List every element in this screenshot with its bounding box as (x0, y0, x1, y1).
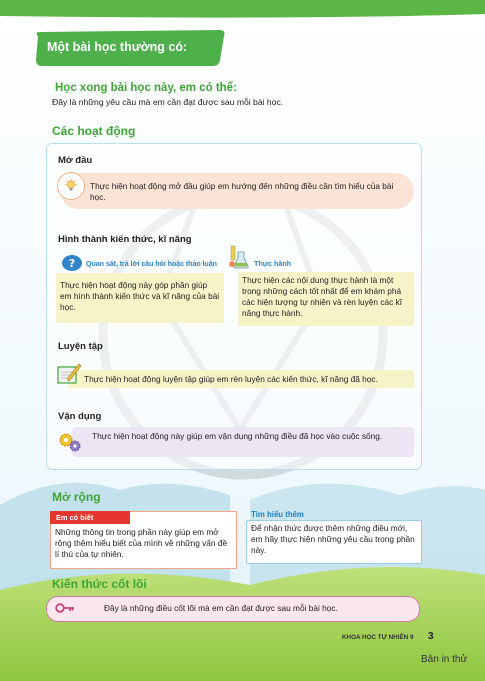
core-title: Kiến thức cốt lõi (52, 577, 147, 591)
observe-label: Quan sát, trả lời câu hỏi hoặc thảo luận (86, 259, 217, 268)
draft-watermark-label: Bản in thử (421, 654, 468, 665)
apply-text: Thực hiện hoạt động này giúp em vận dụng những điều đã học vào cuộc sống. (92, 431, 383, 441)
header-title: Một bài học thường có: (47, 40, 188, 54)
notebook-pencil-icon (55, 361, 83, 387)
intro-title: Học xong bài học này, em có thể: (55, 82, 237, 94)
page-number: 3 (428, 631, 434, 642)
knowledge-title: Hình thành kiến thức, kĩ năng (58, 234, 192, 245)
did-you-know-text: Những thông tin trong phần này giúp em mở rộng thêm hiểu biết của mình về những vấn đề lí thú của tự nhiên. (55, 527, 228, 559)
key-icon (54, 600, 76, 616)
lightbulb-icon (57, 172, 85, 200)
exercise-title: Luyện tập (58, 341, 103, 352)
extension-title: Mở rộng (52, 490, 101, 504)
question-icon: ? (62, 255, 82, 271)
did-you-know-label: Em có biết (50, 511, 130, 524)
learn-more-text: Để nhận thức được thêm những điều mới, em hãy thực hiện những yêu cầu trong phần này. (251, 523, 415, 555)
lab-flask-icon (228, 244, 250, 270)
intro-description: Đây là những yêu cầu mà em cần đạt được sau mỗi bài học. (52, 97, 284, 107)
opening-text: Thực hiện hoạt động mở đầu giúp em hướng đến những điều cần tìm hiểu của bài học. (90, 181, 394, 202)
opening-title: Mở đầu (58, 155, 93, 166)
learn-more-label: Tìm hiểu thêm (251, 510, 304, 519)
footer-book-title: KHOA HỌC TỰ NHIÊN 9 (342, 634, 414, 641)
observe-text: Thực hiện hoạt động này góp phần giúp em hình thành kiến thức và kĩ năng của bài học. (60, 280, 220, 312)
practice-text: Thực hiện các nội dung thực hành là một trong những cách tốt nhất để em khám phá các hiện tượng tự nhiên và rèn luyện các kĩ năng thực hành. (242, 275, 402, 318)
practice-label: Thực hành (254, 259, 292, 268)
exercise-text: Thực hiện hoạt động luyện tập giúp em rèn luyện các kiến thức, kĩ năng đã học. (84, 374, 378, 384)
activities-title: Các hoạt động (52, 124, 136, 138)
gears-icon (57, 430, 83, 454)
core-text: Đây là những điều cốt lõi mà em cần đạt được sau mỗi bài học. (104, 603, 338, 613)
apply-title: Vận dụng (58, 411, 102, 422)
